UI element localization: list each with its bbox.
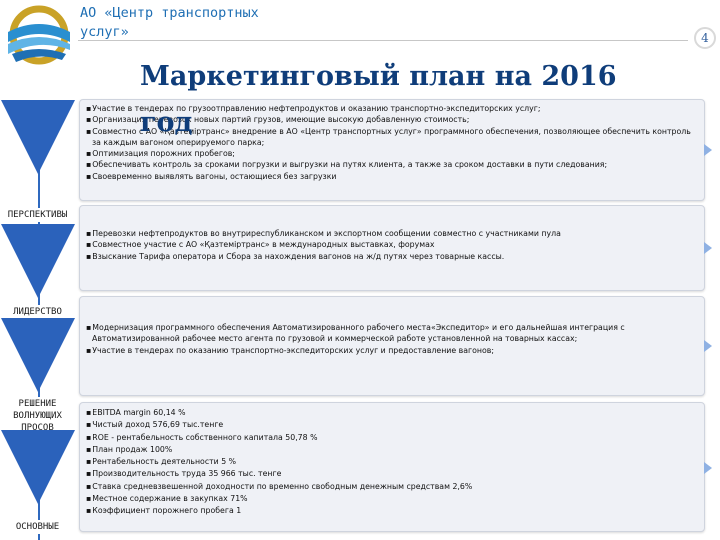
- list-item: ▪ Взыскание Тарифа оператора и Сбора за нахождения вагонов на ж/д путях через товарные кассы.: [86, 251, 698, 262]
- step-arrow-icon: [1, 430, 75, 504]
- list-item: ▪ Участие в тендерах по грузоотправлению нефтепродуктов и оказанию транспортно-экспедиторских услуг;: [86, 103, 698, 114]
- list-item: ▪ Чистый доход 576,69 тыс.тенге: [86, 419, 698, 431]
- company-logo: [2, 2, 76, 72]
- list-item: ▪ Местное содержание в закупках 71%: [86, 493, 698, 505]
- list-item: ▪ Коэффициент порожнего пробега 1: [86, 505, 698, 517]
- step-perspectives: [0, 100, 75, 222]
- panel-leadership: [79, 205, 705, 291]
- step-solutions: [0, 318, 75, 435]
- list-item: ▪ Совместно с АО «Қазтеміртранс» внедрение в АО «Центр транспортных услуг» программного обеспечения, позволяющее обеспечить контроль за каждым вагоном оперируемого парка;: [86, 126, 698, 149]
- list-item: ▪ Модернизация программного обеспечения Автоматизированного рабочего места«Экспедитор» и его дальнейшая интеграция с Автоматизированной рабочее место агента по грузовой и коммерческой работе установленной на товарных кассах;: [86, 322, 698, 345]
- list-item: ▪ Совместное участие с АО «Қазтеміртранс» в международных выставках, форумах: [86, 239, 698, 250]
- list-item: ▪ Перевозки нефтепродуктов во внутриреспубликанском и экспортном сообщении совместно с участниками пула: [86, 228, 698, 239]
- list-item: ▪ Участие в тендерах по оказанию транспортно-экспедиторских услуг и предоставление вагонов;: [86, 345, 698, 356]
- slide-title: Маркетинговый план на 2016 год: [140, 61, 617, 138]
- list-item: ▪ Рентабельность деятельности 5 %: [86, 456, 698, 468]
- step-arrow-icon: [1, 318, 75, 392]
- chevron-right-icon: [704, 340, 712, 352]
- list-item: ▪ Производительность труда 35 966 тыс. тенге: [86, 468, 698, 480]
- list-item: ▪ ROE - рентабельность собственного капитала 50,78 %: [86, 432, 698, 444]
- step-leadership: [0, 224, 75, 319]
- company-name-line1: АО «Центр транспортных: [80, 5, 259, 21]
- step-main: [0, 430, 75, 534]
- chevron-right-icon: [704, 144, 712, 156]
- panel-solutions: [79, 296, 705, 396]
- chevron-right-icon: [704, 462, 712, 474]
- list-item: ▪ Своевременно выявлять вагоны, остающиеся без загрузки: [86, 171, 698, 182]
- step-label: ЛИДЕРСТВО: [0, 305, 75, 319]
- list-item: ▪ Обеспечивать контроль за сроками погрузки и выгрузки на путях клиента, а также за сроком доставки в пути следования;: [86, 159, 698, 170]
- list-item: ▪ Ставка средневзвешенной доходности по временно свободным денежным средствам 2,6%: [86, 481, 698, 493]
- step-label: ПЕРСПЕКТИВЫ: [0, 208, 75, 222]
- list-item: ▪ План продаж 100%: [86, 444, 698, 456]
- chevron-right-icon: [704, 242, 712, 254]
- list-item: ▪ Оптимизация порожних пробегов;: [86, 148, 698, 159]
- step-arrow-icon: [1, 224, 75, 298]
- step-label: РЕШЕНИЕ ВОЛНУЮЩИХ ПРОСОВ: [0, 397, 75, 435]
- panel-main-indicators: [79, 402, 705, 532]
- company-name-line2: услуг»: [80, 24, 129, 40]
- header-divider: [78, 40, 688, 41]
- list-item: ▪ Организация перевозок новых партий грузов, имеющие высокую добавленную стоимость;: [86, 114, 698, 125]
- list-item: ▪ EBITDA margin 60,14 %: [86, 407, 698, 419]
- step-label: ОСНОВНЫЕ: [0, 520, 75, 534]
- company-name: [80, 4, 340, 42]
- step-arrow-icon: [1, 100, 75, 174]
- page-number: 4: [694, 27, 716, 49]
